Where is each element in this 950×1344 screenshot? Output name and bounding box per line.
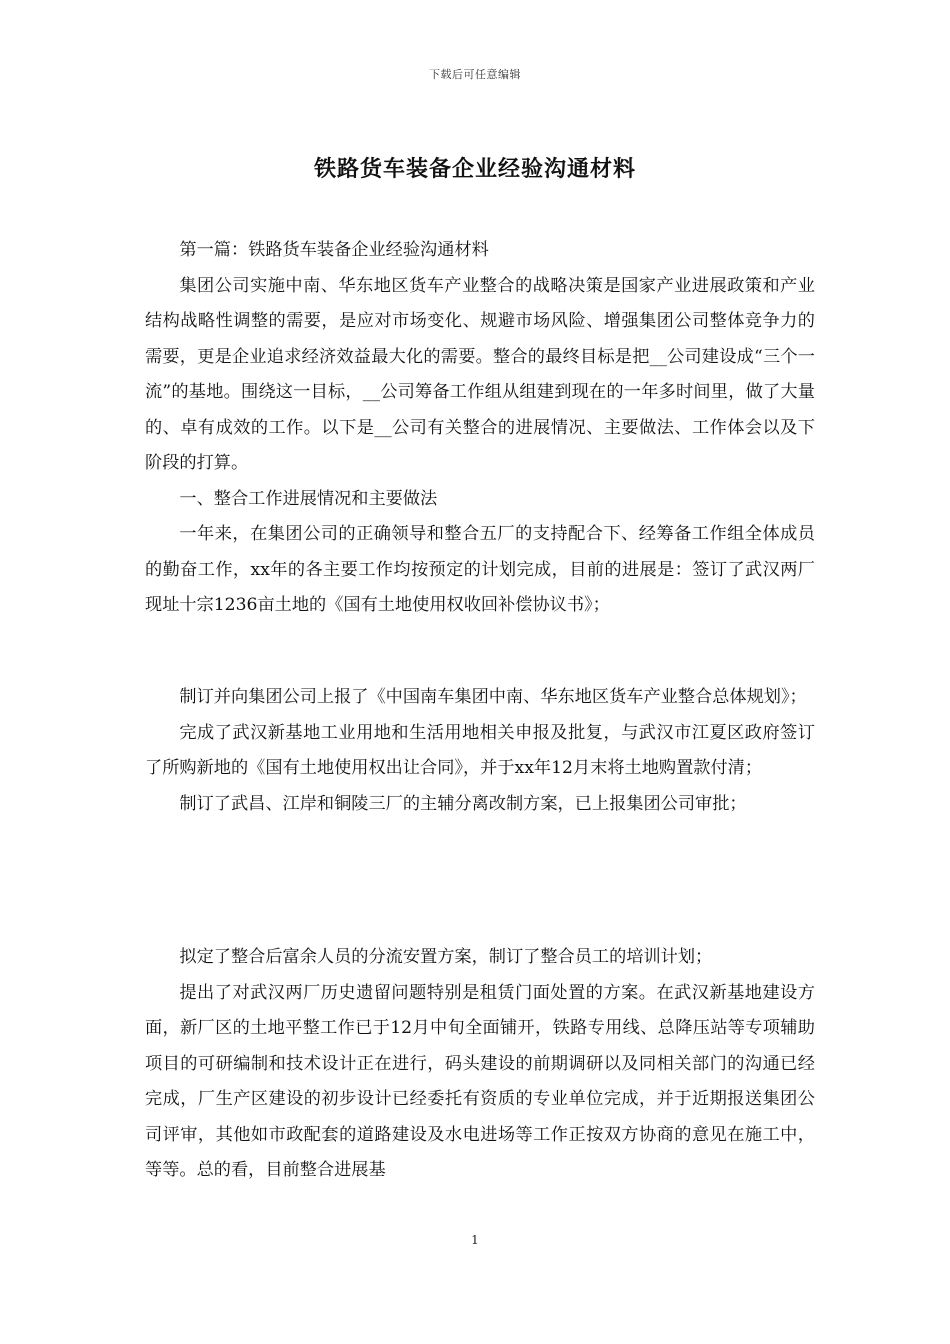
- paragraph: 制订了武昌、江岸和铜陵三厂的主辅分离改制方案，已上报集团公司审批；: [179, 793, 747, 814]
- document-title: 铁路货车装备企业经验沟通材料: [313, 156, 636, 182]
- paragraph-block-3: [145, 940, 815, 1189]
- paragraph: 一年来，在集团公司的正确领导和整合五厂的支持配合下、经筹备工作组全体成员的勤奋工作，xx年的各主要工作均按预定的计划完成，目前的进展是：签订了武汉两厂现址十宗1236亩土地的《国有土地使用权收回补偿协议书》；: [145, 524, 815, 615]
- paragraph: 集团公司实施中南、华东地区货车产业整合的战略决策是国家产业进展政策和产业结构战略性调整的需要，是应对市场变化、规避市场风险、增强集团公司整体竞争力的需要，更是企业追求经济效益最大化的需要。整合的最终目标是把__公司建设成“三个一流”的基地。围绕这一目标，__公司筹备工作组从组建到现在的一年多时间里，做了大量的、卓有成效的工作。以下是__公司有关整合的进展情况、主要做法、工作体会以及下阶段的打算。: [145, 275, 815, 473]
- paragraph: 完成了武汉新基地工业用地和生活用地相关申报及批复，与武汉市江夏区政府签订了所购新地的《国有土地使用权出让合同》，并于xx年12月末将土地购置款付清；: [145, 722, 815, 778]
- paragraph: 拟定了整合后富余人员的分流安置方案，制订了整合员工的培训计划；: [179, 947, 713, 967]
- paragraph-block-1: [145, 233, 815, 624]
- paragraph: 制订并向集团公司上报了《中国南车集团中南、华东地区货车产业整合总体规划》；: [179, 687, 807, 707]
- page-header-note: 下载后可任意编辑: [429, 68, 521, 81]
- paragraph-block-2: [145, 680, 815, 822]
- paragraph: 提出了对武汉两厂历史遗留问题特别是租赁门面处置的方案。在武汉新基地建设方面，新厂区的土地平整工作已于12月中旬全面铺开，铁路专用线、总降压站等专项辅助项目的可研编制和技术设计正在进行，码头建设的前期调研以及同相关部门的沟通已经完成，厂生产区建设的初步设计已经委托有资质的专业单位完成，并于近期报送集团公司评审，其他如市政配套的道路建设及水电进场等工作正按双方协商的意见在施工中，等等。总的看，目前整合进展基: [145, 982, 815, 1180]
- paragraph: 第一篇：铁路货车装备企业经验沟通材料: [179, 240, 489, 260]
- page-number: 1: [471, 1233, 479, 1247]
- paragraph: 一、整合工作进展情况和主要做法: [179, 488, 438, 509]
